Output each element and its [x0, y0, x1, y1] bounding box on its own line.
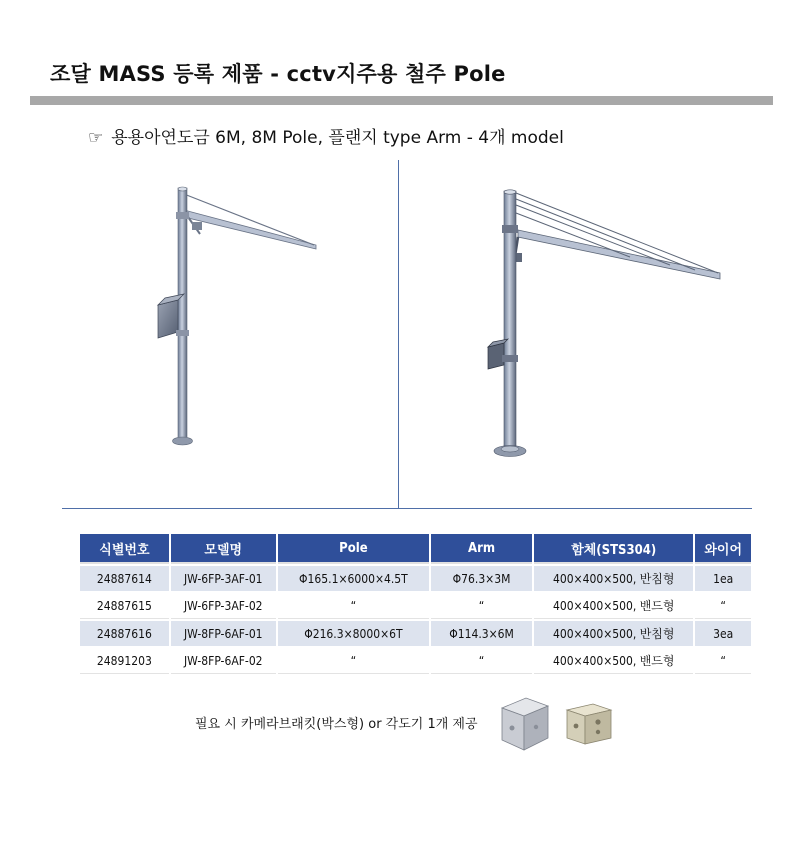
cell-pole: Φ165.1×6000×4.5T [278, 566, 429, 591]
cell-wire: 1ea [695, 566, 751, 591]
header-wire: 와이어 [695, 534, 751, 564]
header-arm: Arm [431, 534, 532, 564]
subtitle-text: 용용아연도금 6M, 8M Pole, 플랜지 type Arm - 4개 model [111, 128, 564, 148]
cell-model: JW-8FP-6AF-02 [171, 648, 276, 674]
cell-wire: “ [695, 593, 751, 619]
table-row [80, 648, 751, 674]
cell-arm: Φ76.3×3M [431, 566, 532, 591]
spec-table [78, 532, 753, 676]
header-model: 모델명 [171, 534, 276, 564]
cell-arm: “ [431, 593, 532, 619]
header-pole: Pole [278, 534, 429, 564]
accessory-note: 필요 시 카메라브래킷(박스형) or 각도기 1개 제공 [195, 717, 478, 732]
table-header-row [80, 534, 751, 564]
cell-pole: “ [278, 648, 429, 674]
cell-arm: Φ114.3×6M [431, 621, 532, 646]
cell-enclosure: 400×400×500, 밴드형 [534, 648, 693, 674]
page-title: 조달 MASS 등록 제품 - cctv지주용 철주 Pole [50, 62, 506, 86]
table-row [80, 621, 751, 646]
cell-pole: “ [278, 593, 429, 619]
pole-6m-illustration [140, 180, 340, 455]
header-enclosure: 함체(STS304) [534, 534, 693, 564]
cell-id: 24887615 [80, 593, 169, 619]
cell-id: 24891203 [80, 648, 169, 674]
cell-arm: “ [431, 648, 532, 674]
cell-model: JW-6FP-3AF-02 [171, 593, 276, 619]
cell-model: JW-6FP-3AF-01 [171, 566, 276, 591]
cell-pole: Φ216.3×8000×6T [278, 621, 429, 646]
pole-8m-illustration [480, 185, 730, 465]
cell-id: 24887614 [80, 566, 169, 591]
camera-bracket-box-illustration [496, 694, 552, 754]
cell-enclosure: 400×400×500, 반침형 [534, 566, 693, 591]
header-id: 식별번호 [80, 534, 169, 564]
figure-divider-horizontal [62, 508, 752, 509]
cell-wire: 3ea [695, 621, 751, 646]
cell-enclosure: 400×400×500, 밴드형 [534, 593, 693, 619]
cell-id: 24887616 [80, 621, 169, 646]
cell-wire: “ [695, 648, 751, 674]
figure-divider-vertical [398, 160, 399, 508]
cell-model: JW-8FP-6AF-01 [171, 621, 276, 646]
angle-bracket-illustration [563, 700, 615, 748]
table-row [80, 566, 751, 591]
title-underline-bar [30, 96, 773, 105]
subtitle [88, 123, 564, 148]
table-row [80, 593, 751, 619]
cell-enclosure: 400×400×500, 반침형 [534, 621, 693, 646]
pointing-hand-icon: ☞ [88, 128, 104, 148]
